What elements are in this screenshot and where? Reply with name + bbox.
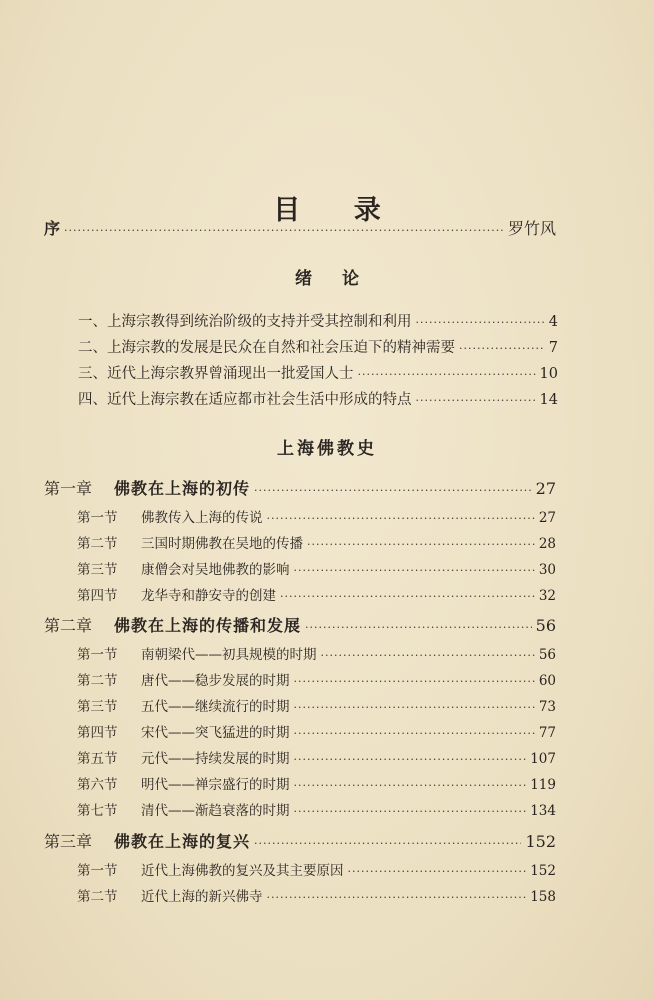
section-name: 五代——继续流行的时期 [141,699,290,715]
intro-item [78,310,558,331]
section-name: 近代上海佛教的复兴及其主要原因 [141,863,344,879]
leader-dots [307,538,535,551]
section-page: 28 [538,536,556,552]
leader-dots [416,394,536,407]
section-page: 77 [538,725,556,741]
leader-dots [267,512,535,525]
section-name: 清代——渐趋衰落的时期 [141,803,290,819]
preface-author: 罗竹风 [507,219,556,238]
leader-dots [280,590,535,603]
section-entry [77,643,556,663]
leader-dots [358,368,536,381]
intro-item-text: 一、上海宗教得到统治阶级的支持并受其控制和利用 [78,314,412,330]
section-number: 第三节 [77,699,118,715]
section-name: 三国时期佛教在吴地的传播 [141,536,303,552]
section-number: 第四节 [77,725,118,741]
section-page: 152 [530,863,556,879]
section-name: 元代——持续发展的时期 [141,751,290,767]
section-number: 第四节 [77,588,118,604]
leader-dots [64,224,504,237]
chapter-entry [44,476,556,499]
leader-dots [294,805,527,818]
section-page: 60 [538,673,556,689]
section-page: 27 [538,510,556,526]
leader-dots [321,649,535,662]
section-name: 宋代——突飞猛进的时期 [141,725,290,741]
section-entry [77,695,556,715]
chapter-name: 佛教在上海的复兴 [114,832,251,851]
section-number: 第二节 [77,889,118,905]
leader-dots [416,316,545,329]
intro-item-page: 14 [539,392,558,408]
leader-dots [294,753,527,766]
section-page: 56 [538,647,556,663]
section-number: 第二节 [77,536,118,552]
section-page: 134 [530,803,556,819]
section-entry [77,773,556,793]
section-name: 佛教传入上海的传说 [141,510,263,526]
intro-item-page: 10 [539,366,558,382]
chapter-number: 第三章 [44,832,93,851]
chapter-name: 佛教在上海的初传 [114,479,251,498]
leader-dots [294,675,535,688]
section-number: 第五节 [77,751,118,767]
section-name: 龙华寺和静安寺的创建 [141,588,276,604]
section-entry [77,532,556,552]
section-name: 南朝梁代——初具规模的时期 [141,647,317,663]
section-number: 第七节 [77,803,118,819]
leader-dots [294,564,535,577]
intro-item-text: 二、上海宗教的发展是民众在自然和社会压迫下的精神需要 [78,340,455,356]
leader-dots [294,701,535,714]
section-entry [77,885,556,905]
section-name: 近代上海的新兴佛寺 [141,889,263,905]
preface-label: 序 [44,219,61,238]
leader-dots [254,837,521,850]
section-page: 158 [530,889,556,905]
section-entry [77,584,556,604]
section-entry [77,558,556,578]
section-page: 119 [530,777,556,793]
section-number: 第一节 [77,863,118,879]
preface-entry [44,216,556,239]
chapter-page: 56 [535,616,556,635]
chapter-number: 第一章 [44,479,93,498]
chapter-entry [44,613,556,636]
section-entry [77,747,556,767]
intro-title: 绪 论 [295,269,371,289]
section-page: 30 [538,562,556,578]
section-name: 明代——禅宗盛行的时期 [141,777,290,793]
leader-dots [305,621,532,634]
chapter-page: 27 [535,479,556,498]
section-entry [77,506,556,526]
section-number: 第六节 [77,777,118,793]
leader-dots [267,891,527,904]
chapter-number: 第二章 [44,616,93,635]
section-number: 第三节 [77,562,118,578]
chapter-page: 152 [525,832,556,851]
section-entry [77,859,556,879]
leader-dots [459,342,545,355]
part-title: 上海佛教史 [277,439,377,459]
intro-item [78,336,558,357]
chapter-entry [44,829,556,852]
chapter-name: 佛教在上海的传播和发展 [114,616,302,635]
section-entry [77,669,556,689]
intro-item-text: 三、近代上海宗教界曾涌现出一批爱国人士 [78,366,354,382]
intro-item-page: 4 [548,314,558,330]
section-number: 第二节 [77,673,118,689]
section-number: 第一节 [77,647,118,663]
section-page: 32 [538,588,556,604]
intro-item-text: 四、近代上海宗教在适应都市社会生活中形成的特点 [78,392,412,408]
section-name: 康僧会对吴地佛教的影响 [141,562,290,578]
section-page: 107 [530,751,556,767]
leader-dots [294,727,535,740]
section-page: 73 [538,699,556,715]
section-entry [77,799,556,819]
intro-item [78,388,558,409]
intro-item-page: 7 [548,340,558,356]
leader-dots [348,865,527,878]
leader-dots [254,484,532,497]
section-number: 第一节 [77,510,118,526]
leader-dots [294,779,527,792]
intro-item [78,362,558,383]
section-name: 唐代——稳步发展的时期 [141,673,290,689]
page-title: 目 录 [273,195,403,226]
section-entry [77,721,556,741]
